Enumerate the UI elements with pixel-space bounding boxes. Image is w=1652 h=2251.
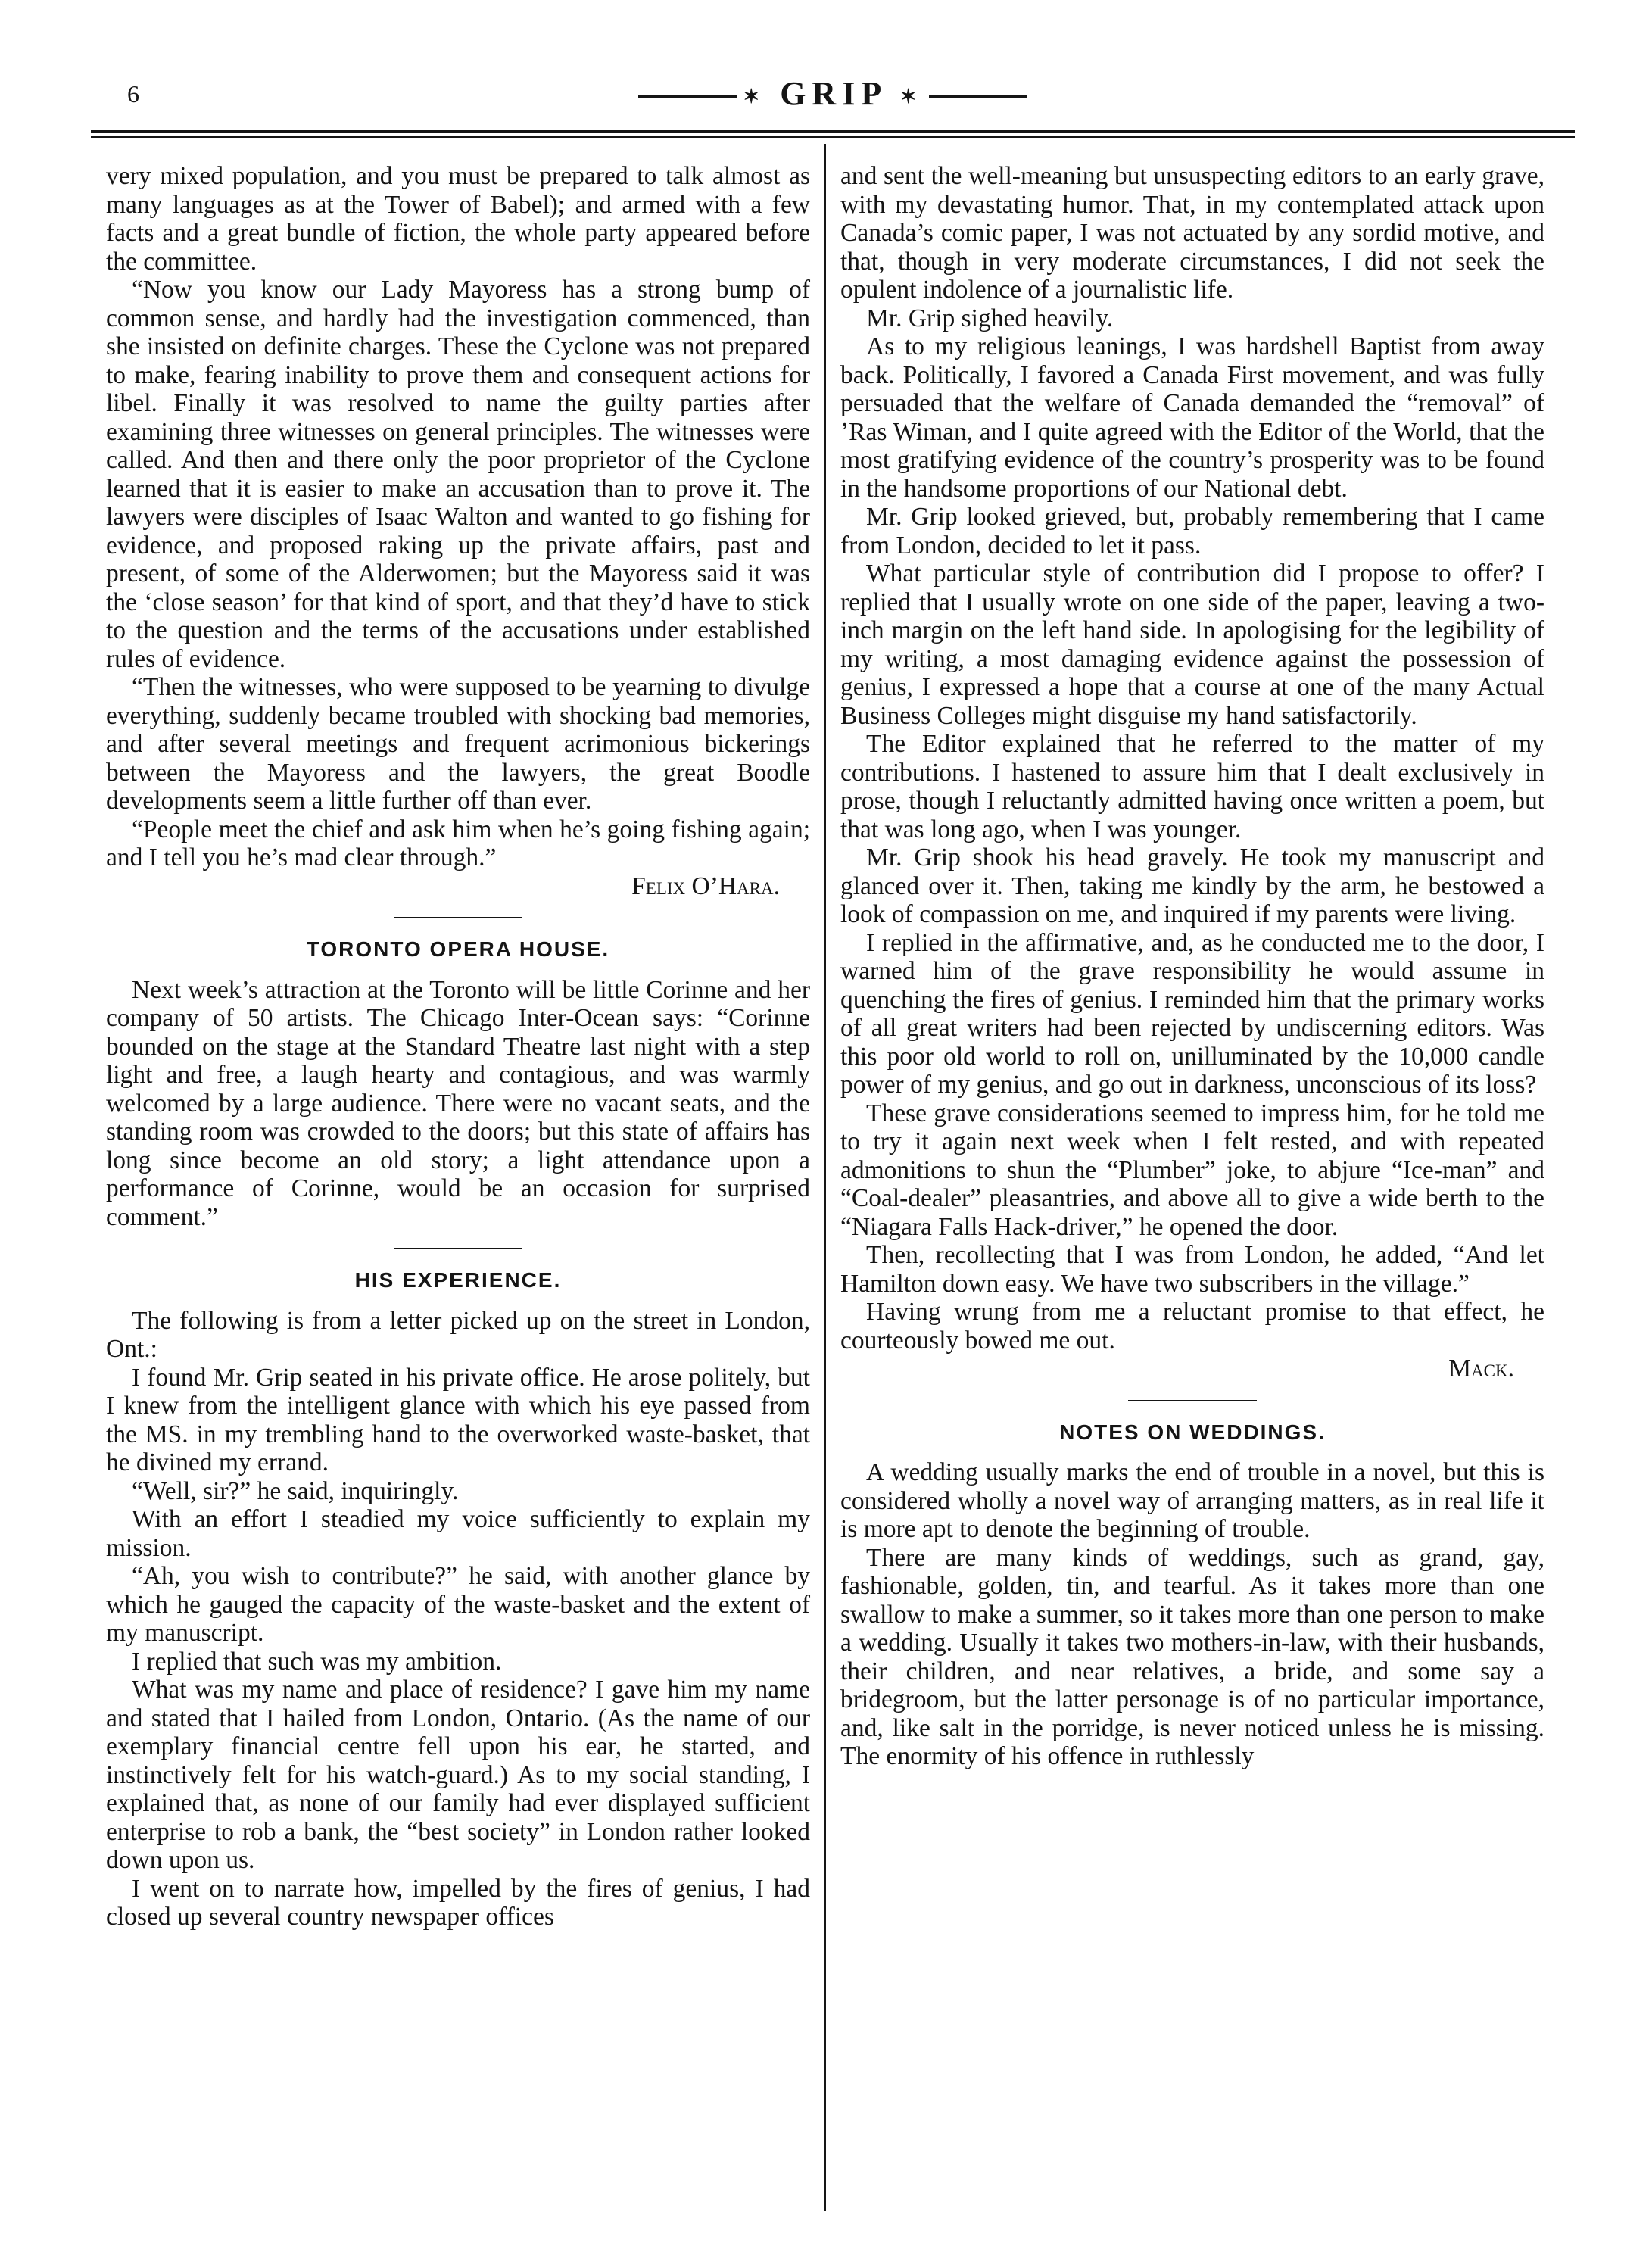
paragraph: “Well, sir?” he said, inquiringly.	[132, 1476, 459, 1505]
paragraph: With an effort I steadied my voice sufficiently to explain my mission.	[106, 1505, 810, 1562]
page-number: 6	[127, 80, 139, 108]
header-rule	[91, 136, 1575, 138]
right-column	[840, 162, 1544, 1771]
star-ornament-icon: ✶	[743, 85, 766, 108]
paragraph: Mr. Grip sighed heavily.	[866, 304, 1114, 332]
section-divider	[1128, 1400, 1257, 1401]
paragraph: Mr. Grip shook his head gravely. He took my manuscript and glanced over it. Then, taking me kindly by the arm, he bestowed a look of compassion on me, and inquired if my parents were living.	[840, 843, 1544, 928]
paragraph: As to my religious leanings, I was hardshell Baptist from away back. Politically, I favored a Canada First movement, and was fully persuaded that the welfare of Canada demanded the “removal” of ’Ras Wiman, and I quite agreed with the Editor of the World, that the most gratifying evidence of the country’s prosperity was to be found in the handsome proportions of our National debt.	[840, 332, 1544, 503]
author-signature: Mack.	[1448, 1355, 1514, 1383]
paragraph: “Ah, you wish to contribute?” he said, with another glance by which he gauged the capacity of the waste-basket and the extent of my manuscript.	[106, 1562, 810, 1647]
section-divider	[394, 1248, 522, 1249]
paragraph: Next week’s attraction at the Toronto will be little Corinne and her company of 50 artists. The Chicago Inter-Ocean says: “Corinne bounded on the stage at the Standard Theatre last night with a step light and free, a laugh hearty and contagious, and was warmly welcomed by a large audience. There were no vacant seats, and the standing room was crowded to the doors; but this state of affairs has long since become an old story; a light attendance upon a performance of Corinne, would be an occasion for surprised comment.”	[106, 975, 810, 1231]
page-header	[106, 70, 1560, 115]
paragraph: “Now you know our Lady Mayoress has a strong bump of common sense, and hardly had the investigation commenced, than she insisted on definite charges. These the Cyclone was not prepared to make, fearing inability to prove them and consequent actions for libel. Finally it was resolved to name the guilty parties after examining three witnesses on general principles. The witnesses were called. And then and there only the poor proprietor of the Cyclone learned that it is easier to make an accusation than to prove it. The lawyers were disciples of Isaac Walton and wanted to go fishing for evidence, and proposed raking up the private affairs, past and present, of some of the Alderwomen; but the Mayoress said it was the ‘close season’ for that kind of sport, and that they’d have to stick to the question and the terms of the accusations under established rules of evidence.	[106, 276, 810, 673]
paragraph: I went on to narrate how, impelled by the fires of genius, I had closed up several country newspaper offices	[106, 1874, 810, 1931]
paragraph: and sent the well-meaning but unsuspecting editors to an early grave, with my devastating humor. That, in my contemplated attack upon Canada’s comic paper, I was not actuated by any sordid motive, and that, though in very moderate circumstances, I did not seek the opulent indolence of a journalistic life.	[840, 162, 1544, 304]
paragraph: Mr. Grip looked grieved, but, probably remembering that I came from London, decided to let it pass.	[840, 503, 1544, 560]
header-rule	[91, 130, 1575, 133]
star-ornament-icon: ✶	[899, 85, 923, 108]
masthead-rule-right	[929, 95, 1027, 98]
paragraph: There are many kinds of weddings, such as grand, gay, fashionable, golden, tin, and tearful. As it takes more than one swallow to make a summer, so it takes more than one person to make a wedding. Usually it takes two mothers-in-law, with their husbands, their children, and near relatives, a bride, and some say a bridegroom, but the latter personage is of no particular importance, and, like salt in the porridge, is never noticed unless he is missing. The enormity of his offence in ruthlessly	[840, 1543, 1544, 1770]
paragraph: I replied that such was my ambition.	[132, 1647, 502, 1676]
paragraph: I found Mr. Grip seated in his private office. He arose politely, but I knew from the intelligent glance with which his eye passed from the MS. in my trembling hand to the overworked waste-basket, that he divined my errand.	[106, 1363, 810, 1476]
paragraph: What particular style of contribution did I propose to offer? I replied that I usually wrote on one side of the paper, leaving a two-inch margin on the left hand side. In apologising for the legibility of my writing, a most damaging evidence against the possession of genius, I expressed a hope that a course at one of the many Actual Business Colleges might disguise my hand satisfactorily.	[840, 560, 1544, 730]
paragraph: Having wrung from me a reluctant promise to that effect, he courteously bowed me out.	[840, 1298, 1544, 1355]
paragraph: Then, recollecting that I was from London, he added, “And let Hamilton down easy. We have two subscribers in the village.”	[840, 1241, 1544, 1298]
masthead-title: GRIP	[780, 75, 886, 112]
paragraph: What was my name and place of residence? I gave him my name and stated that I hailed from London, Ontario. (As the name of our exemplary financial centre fell upon his ear, he started, and instinctively felt for his watch-guard.) As to my social standing, I explained that, as none of our family had ever displayed sufficient enterprise to rob a bank, the “best society” in London rather looked down upon us.	[106, 1676, 810, 1874]
paragraph: A wedding usually marks the end of trouble in a novel, but this is considered wholly a novel way of arranging matters, as in real life it is more apt to denote the beginning of trouble.	[840, 1458, 1544, 1543]
masthead	[106, 74, 1560, 113]
masthead-rule-left	[638, 95, 737, 98]
section-heading: TORONTO OPERA HOUSE.	[306, 937, 610, 961]
left-column	[106, 162, 810, 1931]
section-heading: HIS EXPERIENCE.	[354, 1268, 562, 1292]
section-heading: NOTES ON WEDDINGS.	[1059, 1420, 1326, 1444]
paragraph: “Then the witnesses, who were supposed to be yearning to divulge everything, suddenly became troubled with shocking bad memories, and after several meetings and frequent acrimonious bickerings between the Mayoress and the lawyers, the great Boodle developments seem a little further off than ever.	[106, 673, 810, 815]
paragraph: These grave considerations seemed to impress him, for he told me to try it again next week when I felt rested, and with repeated admonitions to shun the “Plumber” joke, to abjure “Ice-man” and “Coal-dealer” pleasantries, and above all to give a wide berth to the “Niagara Falls Hack-driver,” he opened the door.	[840, 1099, 1544, 1241]
column-divider	[824, 144, 826, 2211]
paragraph: The Editor explained that he referred to the matter of my contributions. I hastened to assure him that I dealt exclusively in prose, though I reluctantly admitted having once written a poem, but that was long ago, when I was younger.	[840, 730, 1544, 843]
section-divider	[394, 917, 522, 918]
paragraph: very mixed population, and you must be prepared to talk almost as many languages as at the Tower of Babel); and armed with a few facts and a great bundle of fiction, the whole party appeared before the committee.	[106, 162, 810, 276]
paragraph: I replied in the affirmative, and, as he conducted me to the door, I warned him of the grave responsibility he would assume in quenching the fires of genius. I reminded him that the primary works of all great writers had been rejected by undiscerning editors. Was this poor old world to roll on, unilluminated by the 10,000 candle power of my genius, and go out in darkness, unconscious of its loss?	[840, 928, 1544, 1099]
paragraph: “People meet the chief and ask him when he’s going fishing again; and I tell you he’s mad clear through.”	[106, 815, 810, 871]
paragraph: The following is from a letter picked up on the street in London, Ont.:	[106, 1306, 810, 1363]
author-signature: Felix O’Hara.	[631, 871, 780, 900]
